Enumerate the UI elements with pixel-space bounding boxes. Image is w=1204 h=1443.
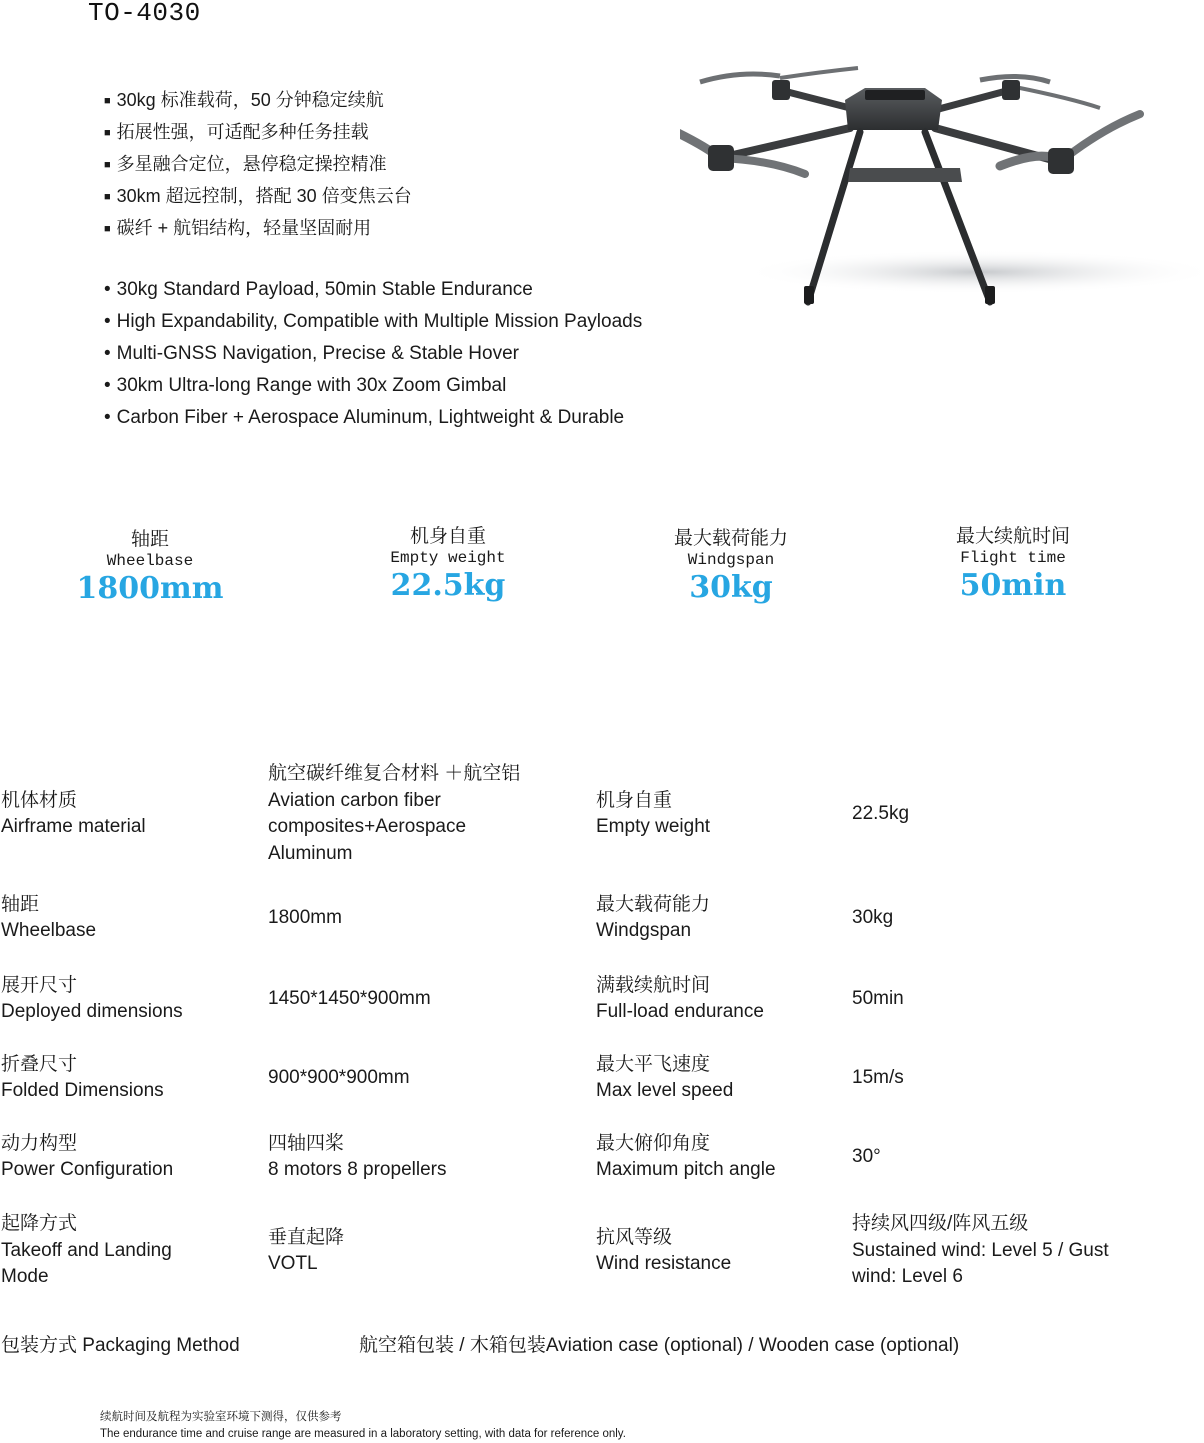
- spec-text-line: 1800mm: [268, 906, 342, 928]
- feature-item: • Carbon Fiber + Aerospace Aluminum, Lightweight & Durable: [104, 402, 642, 434]
- spec-left-label: [1, 788, 146, 841]
- spec-text-line: 轴距: [1, 893, 40, 915]
- feature-item: ■ 拓展性强，可适配多种任务挂载: [104, 116, 412, 148]
- spec-text-line: Maximum pitch angle: [596, 1159, 776, 1180]
- stat-wheelbase: [20, 527, 280, 607]
- footnote: [100, 1409, 626, 1443]
- spec-text-line: 最大载荷能力: [596, 893, 711, 915]
- spec-text-line: Windgspan: [596, 920, 692, 941]
- spec-text-line: Aluminum: [268, 842, 353, 864]
- feature-item: • 30kg Standard Payload, 50min Stable Endurance: [104, 274, 642, 306]
- spec-text-line: 8 motors 8 propellers: [268, 1159, 447, 1180]
- spec-right-label: [596, 892, 710, 945]
- spec-left-value: [268, 1131, 446, 1184]
- spec-text-line: Deployed dimensions: [1, 1001, 183, 1022]
- spec-left-label: [1, 1131, 173, 1184]
- spec-right-value: [852, 1065, 904, 1092]
- spec-text-line: 30kg: [852, 906, 894, 928]
- footnote-cn: 续航时间及航程为实验室环境下测得，仅供参考: [100, 1411, 342, 1423]
- spec-left-label: [1, 1211, 172, 1291]
- spec-text-line: 1450*1450*900mm: [268, 987, 431, 1009]
- spec-text-line: Aviation carbon fiber: [268, 789, 441, 811]
- spec-text-line: 起降方式: [1, 1213, 78, 1235]
- spec-text-line: Power Configuration: [1, 1159, 174, 1180]
- feature-item: ■ 碳纤 + 航铝结构，轻量坚固耐用: [104, 212, 412, 244]
- spec-text-line: Airframe material: [1, 816, 146, 837]
- spec-right-label: [596, 788, 710, 841]
- spec-text-line: 满载续航时间: [596, 974, 711, 996]
- features-list-cn: [104, 84, 412, 244]
- stat-value: 50min: [959, 568, 1067, 603]
- spec-left-value: [268, 1065, 410, 1092]
- spec-right-label: [596, 973, 764, 1026]
- spec-left-value: [268, 761, 520, 867]
- stat-label-en: Flight time: [960, 549, 1066, 567]
- spec-text-line: 22.5kg: [852, 802, 910, 824]
- spec-text-line: 50min: [852, 987, 904, 1009]
- feature-item: ■ 多星融合定位，悬停稳定操控精准: [104, 148, 412, 180]
- spec-right-label: [596, 1052, 733, 1105]
- stat-flight-time: [883, 524, 1143, 604]
- spec-text-line: Takeoff and Landing: [1, 1239, 172, 1261]
- stat-label-en: Windgspan: [687, 551, 775, 569]
- spec-left-label: [1, 1052, 164, 1105]
- spec-right-label: [596, 1131, 776, 1184]
- stat-max-payload: [601, 526, 861, 606]
- feature-item: ■ 30km 超远控制，搭配 30 倍变焦云台: [104, 180, 412, 212]
- feature-item: ■ 30kg 标准载荷，50 分钟稳定续航: [104, 84, 412, 116]
- spec-right-value: [852, 986, 904, 1013]
- spec-text-line: 900*900*900mm: [268, 1066, 410, 1088]
- stat-label-en: Empty weight: [390, 549, 506, 567]
- spec-left-value: [268, 986, 431, 1013]
- spec-text-line: 航空碳纤维复合材料 ＋航空铝: [268, 763, 521, 784]
- spec-left-value: [268, 905, 342, 932]
- spec-text-line: 动力构型: [1, 1132, 78, 1154]
- spec-text-line: 折叠尺寸: [1, 1053, 78, 1075]
- spec-text-line: 机身自重: [596, 789, 673, 811]
- spec-text-line: 最大俯仰角度: [596, 1132, 711, 1154]
- stat-label-cn: 最大载荷能力: [673, 527, 788, 549]
- spec-text-line: Empty weight: [596, 816, 711, 837]
- spec-right-value: [852, 1144, 881, 1171]
- spec-text-line: VOTL: [268, 1253, 318, 1274]
- spec-text-line: 机体材质: [1, 789, 78, 811]
- spec-text-line: Full-load endurance: [596, 1001, 764, 1022]
- stat-label-cn: 轴距: [130, 528, 169, 550]
- drone-image: [680, 50, 1200, 350]
- spec-text-line: 四轴四桨: [268, 1132, 345, 1154]
- spec-text-line: Folded Dimensions: [1, 1080, 164, 1101]
- spec-text-line: 展开尺寸: [1, 974, 78, 996]
- spec-text-line: 抗风等级: [596, 1226, 673, 1248]
- spec-text-line: Mode: [1, 1266, 49, 1288]
- feature-item: • High Expandability, Compatible with Multiple Mission Payloads: [104, 306, 642, 338]
- stat-label-en: Wheelbase: [106, 552, 194, 570]
- product-title: TO-4030: [88, 0, 201, 28]
- stat-label-cn: 最大续航时间: [955, 525, 1070, 547]
- spec-text-line: Max level speed: [596, 1080, 734, 1101]
- stat-value: 30kg: [689, 570, 773, 605]
- stat-value: 1800mm: [76, 571, 224, 606]
- feature-item: • Multi-GNSS Navigation, Precise & Stable Hover: [104, 338, 642, 370]
- footnote-en: The endurance time and cruise range are measured in a laboratory setting, with data for reference only.: [100, 1428, 626, 1440]
- features-list-en: [104, 274, 642, 434]
- feature-item: • 30km Ultra-long Range with 30x Zoom Gimbal: [104, 370, 642, 402]
- stat-label-cn: 机身自重: [409, 525, 486, 547]
- stat-empty-weight: [318, 524, 578, 604]
- spec-text-line: composites+Aerospace: [268, 816, 467, 837]
- spec-left-label: [1, 973, 183, 1026]
- spec-text-line: Sustained wind: Level 5 / Gust: [852, 1239, 1109, 1261]
- spec-right-value: [852, 801, 909, 828]
- spec-right-value: [852, 1211, 1109, 1291]
- spec-left-label: [1, 892, 96, 945]
- stat-value: 22.5kg: [390, 568, 506, 603]
- spec-text-line: Wind resistance: [596, 1253, 732, 1274]
- spec-text-line: 垂直起降: [268, 1226, 345, 1248]
- spec-left-value: [268, 1225, 344, 1278]
- spec-text-line: 30°: [852, 1145, 881, 1167]
- spec-text-line: 最大平飞速度: [596, 1053, 711, 1075]
- spec-text-line: Wheelbase: [1, 920, 97, 941]
- spec-right-label: [596, 1225, 731, 1278]
- spec-right-value: [852, 905, 893, 932]
- packaging-label: 包装方式 Packaging Method: [1, 1335, 240, 1356]
- spec-text-line: wind: Level 6: [852, 1266, 963, 1288]
- spec-text-line: 15m/s: [852, 1066, 904, 1088]
- packaging-value: 航空箱包装 / 木箱包装Aviation case (optional) / Wooden case (optional): [359, 1335, 960, 1356]
- spec-text-line: 持续风四级/阵风五级: [852, 1213, 1029, 1235]
